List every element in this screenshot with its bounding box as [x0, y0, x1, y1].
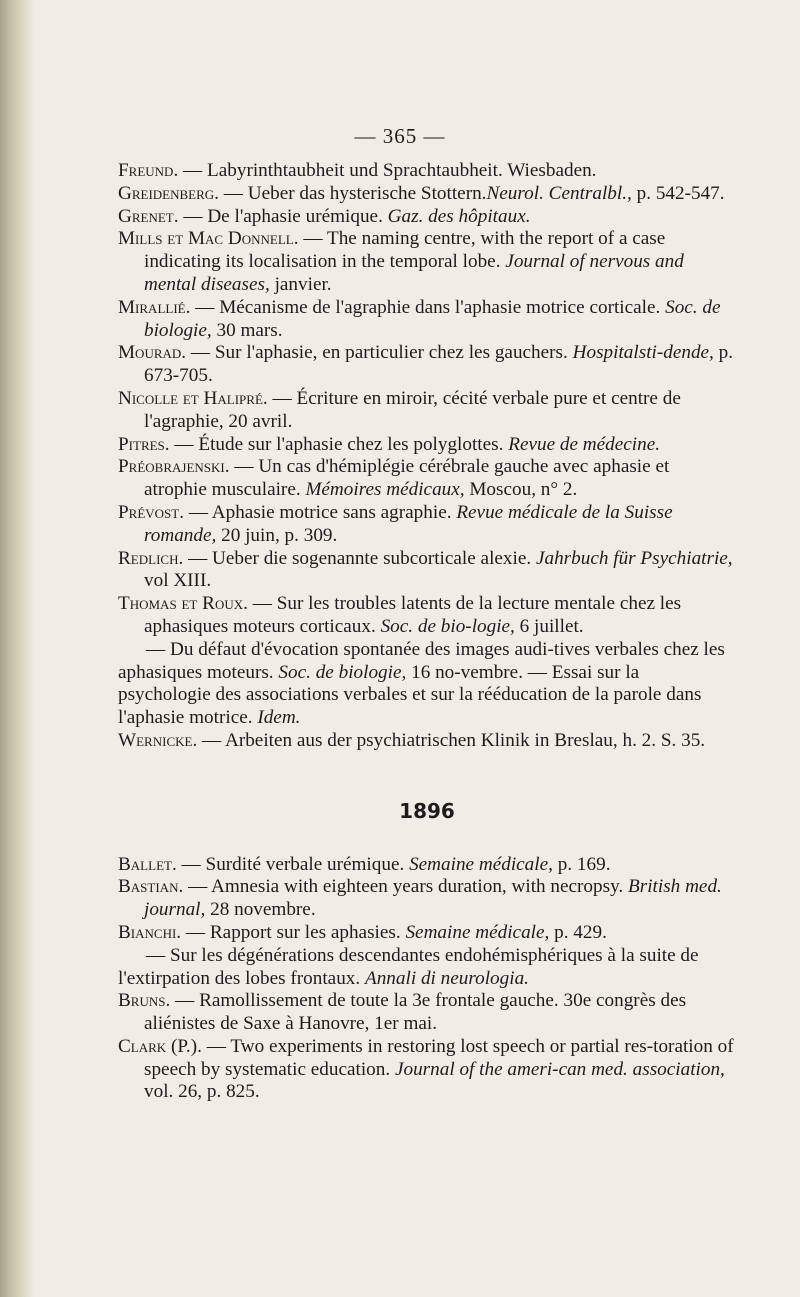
bib-entry-bianchi-continued: [118, 945, 736, 991]
entry-journal: Soc. de biologie,: [278, 661, 407, 683]
entry-text: — Étude sur l'aphasie chez les polyglottes.: [169, 433, 509, 455]
entry-author: Clark (P.).: [118, 1035, 202, 1057]
entry-author: Mirallié.: [118, 296, 191, 318]
entry-rest: p. 429.: [549, 921, 607, 943]
bib-entry-preobrajenski: [118, 456, 736, 502]
entry-rest: 28 novembre.: [205, 899, 316, 921]
entry-text: — Écriture en miroir, cécité verbale pure et centre de l'agraphie, 20 avril.: [144, 387, 681, 432]
entry-rest: p. 169.: [552, 853, 611, 875]
entry-text: — Aphasie motrice sans agraphie.: [184, 501, 457, 523]
entry-text: — Two experiments in restoring lost speech or partial res-toration of speech by systematic education.: [144, 1035, 734, 1080]
entry-journal: Neurol. Centralbl.,: [486, 182, 632, 204]
entry-rest: vol. 26, p. 825.: [144, 1081, 260, 1103]
entry-journal: Soc. de bio-logie,: [380, 615, 515, 637]
year-heading: 1896: [399, 798, 455, 823]
bib-entry-mourad: [118, 342, 736, 388]
entry-author: Bruns.: [118, 990, 171, 1012]
bib-entry-mirallie: [118, 297, 736, 343]
entry-journal: Semaine médicale,: [405, 921, 550, 943]
book-binding-edge: [0, 0, 34, 1297]
entry-rest: 16 no-vembre. — Essai sur la psychologie des associations verbales et sur la rééducation de la parole dans l'aphasie motrice.: [118, 661, 702, 729]
bib-entry-redlich: [118, 548, 736, 594]
entry-author: Thomas et Roux.: [118, 593, 248, 615]
entry-journal: Soc. de biologie,: [144, 296, 721, 341]
entry-text: — Surdité verbale urémique.: [176, 853, 410, 875]
bib-entry-clark: [118, 1036, 736, 1104]
entry-rest: p. 673-705.: [144, 342, 734, 387]
entry-author: Mourad.: [118, 342, 187, 364]
entry-author: Ballet.: [118, 853, 177, 875]
entry-journal: Mémoires médicaux,: [305, 479, 465, 501]
entry-rest: p. 542-547.: [631, 182, 725, 204]
bib-entry-pitres: [118, 434, 736, 457]
entry-text: — Du défaut d'évocation spontanée des images audi-tives verbales chez les aphasiques moteurs.: [118, 638, 725, 683]
entry-author: Prévost.: [118, 501, 185, 523]
entry-author: Grenet.: [118, 205, 179, 227]
entry-text: — Rapport sur les aphasies.: [181, 921, 406, 943]
entry-journal: Gaz. des hôpitaux.: [387, 205, 531, 227]
entry-rest: vol XIII.: [144, 570, 212, 592]
entry-author: Wernicke.: [118, 729, 198, 751]
entry-text: — Sur les dégénérations descendantes endohémisphériques à la suite de l'extirpation des lobes frontaux.: [118, 944, 699, 989]
entry-author: Bastian.: [118, 876, 184, 898]
bib-entry-thomas-continued: [118, 639, 736, 730]
bib-entry-ballet: [118, 854, 736, 877]
entry-journal: Annali di neurologia.: [364, 967, 529, 989]
bib-entry-wernicke: [118, 730, 736, 753]
entry-journal: Jahrbuch für Psychiatrie,: [535, 547, 733, 569]
bib-entry-nicolle: [118, 388, 736, 434]
bib-entry-bruns: [118, 990, 736, 1036]
entry-author: Pitres.: [118, 433, 170, 455]
entry-journal: Idem.: [257, 707, 301, 729]
entry-text: — Arbeiten aus der psychiatrischen Klinik in Breslau, h. 2. S. 35.: [197, 729, 706, 751]
entry-text: — The naming centre, with the report of a case indicating its localisation in the temporal lobe.: [144, 228, 666, 273]
entry-text: — Labyrinthtaubheit und Sprachtaubheit. Wiesbaden.: [178, 160, 597, 181]
entry-author: Greidenberg.: [118, 182, 219, 204]
entry-text: — Ramollissement de toute la 3e frontale gauche. 30e congrès des aliénistes de Saxe à Hanovre, 1er mai.: [144, 990, 687, 1035]
entry-text: — De l'aphasie urémique.: [178, 205, 388, 227]
entry-text: — Ueber die sogenannte subcorticale alexie.: [183, 547, 536, 569]
entry-rest: 20 juin, p. 309.: [216, 524, 338, 546]
entry-rest: 30 mars.: [211, 319, 283, 341]
bib-entry-bianchi: [118, 922, 736, 945]
bib-entry-bastian: [118, 876, 736, 922]
entry-rest: Moscou, n° 2.: [464, 479, 578, 501]
bib-entry-thomas: [118, 593, 736, 639]
bibliography: [118, 160, 736, 1104]
entry-text: — Sur les troubles latents de la lecture mentale chez les aphasiques moteurs corticaux.: [144, 593, 682, 637]
entry-journal: Hospitalsti-dende,: [572, 342, 714, 364]
entry-text: — Sur l'aphasie, en particulier chez les gauchers.: [186, 342, 573, 364]
entry-rest: 6 juillet.: [514, 615, 584, 637]
entry-author: Freund.: [118, 160, 179, 181]
bib-entry-greidenberg: [118, 183, 736, 206]
entry-journal: Journal of the ameri-can med. association,: [394, 1058, 725, 1080]
entry-journal: Journal of nervous and mental diseases,: [144, 251, 684, 295]
bib-entry-mills: [118, 228, 736, 296]
entry-text: — Un cas d'hémiplégie cérébrale gauche avec aphasie et atrophie musculaire.: [144, 456, 670, 501]
bib-entry-grenet: [118, 206, 736, 229]
entry-rest: janvier.: [269, 273, 332, 295]
entry-text: — Ueber das hysterische Stottern.: [218, 182, 487, 204]
entry-author: Préobrajenski.: [118, 456, 230, 478]
entry-author: Bianchi.: [118, 921, 182, 943]
entry-author: Redlich.: [118, 547, 184, 569]
entry-text: — Mécanisme de l'agraphie dans l'aphasie motrice corticale.: [190, 296, 666, 318]
entry-journal: Semaine médicale,: [409, 853, 553, 875]
bib-entry-freund: [118, 160, 736, 183]
entry-journal: British med. journal,: [144, 876, 722, 921]
entry-journal: Revue de médecine.: [508, 433, 661, 455]
entry-author: Nicolle et Halipré.: [118, 387, 268, 409]
entry-text: — Amnesia with eighteen years duration, with necropsy.: [183, 876, 629, 898]
entry-journal: Revue médicale de la Suisse romande,: [144, 501, 673, 546]
page-number: — 365 —: [354, 124, 446, 148]
bib-entry-prevost: [118, 502, 736, 548]
entry-author: Mills et Mac Donnell.: [118, 228, 299, 250]
